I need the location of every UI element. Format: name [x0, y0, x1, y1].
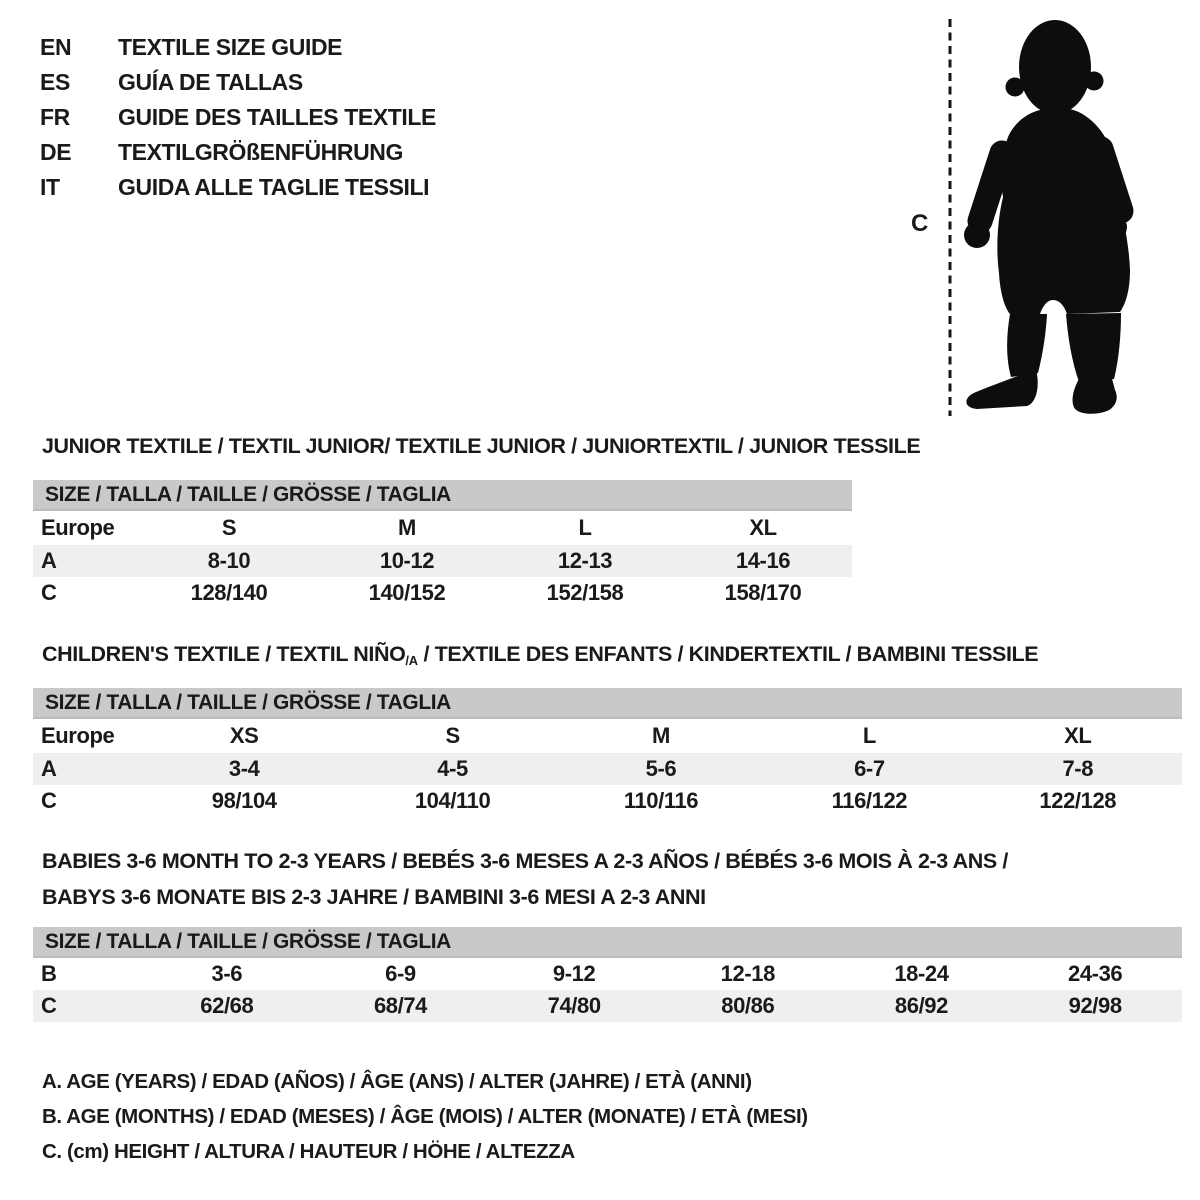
height-cell: 62/68	[140, 990, 314, 1022]
lang-code: FR	[40, 104, 70, 130]
lang-title: TEXTILGRÖßENFÜHRUNG	[118, 139, 403, 165]
section-title-children	[42, 642, 1038, 667]
baby-silhouette-icon	[900, 15, 1145, 420]
age-cell: 6-9	[385, 961, 416, 986]
age-cell: 5-6	[557, 753, 765, 785]
height-cell: 86/92	[835, 990, 1009, 1022]
table-row	[33, 785, 1182, 817]
table-row	[33, 990, 1182, 1022]
age-cell: 4-5	[348, 753, 556, 785]
age-cell: 3-4	[140, 753, 348, 785]
height-measure-label: C	[911, 210, 928, 237]
size-cell: XL	[749, 515, 777, 540]
age-cell: 18-24	[894, 961, 949, 986]
table-row	[33, 753, 1182, 785]
age-cell: 14-16	[674, 545, 852, 577]
row-label: C	[41, 580, 57, 605]
lang-title: GUIDE DES TAILLES TEXTILE	[118, 104, 436, 130]
age-cell: 12-18	[720, 961, 775, 986]
size-cell: L	[578, 515, 592, 540]
age-cell: 6-7	[765, 753, 973, 785]
junior-size-table	[33, 480, 852, 609]
height-cell: 122/128	[1039, 788, 1117, 813]
size-cell: XL	[1064, 723, 1092, 748]
size-cell: L	[862, 723, 876, 748]
lang-code: EN	[40, 34, 72, 60]
lang-row-fr	[40, 100, 436, 135]
title-text: CHILDREN'S TEXTILE / TEXTIL NIÑO	[42, 642, 406, 666]
age-cell: 8-10	[140, 545, 318, 577]
age-cell: 9-12	[552, 961, 596, 986]
age-cell: 7-8	[974, 753, 1182, 785]
size-cell: XS	[229, 723, 259, 748]
lang-row-es	[40, 65, 436, 100]
section-title-babies	[42, 843, 1008, 915]
lang-row-it	[40, 170, 436, 205]
height-cell: 74/80	[487, 990, 661, 1022]
age-cell: 3-6	[211, 961, 243, 986]
title-subscript: /A	[405, 652, 418, 668]
size-cell: M	[398, 515, 416, 540]
height-cell: 104/110	[414, 788, 491, 813]
row-label: Europe	[41, 515, 115, 540]
size-header-label: SIZE / TALLA / TAILLE / GRÖSSE / TAGLIA	[33, 927, 1182, 957]
lang-code: IT	[40, 174, 60, 200]
language-list	[40, 30, 436, 205]
table-row	[33, 957, 1182, 990]
row-label: Europe	[41, 723, 115, 748]
height-cell: 92/98	[1008, 990, 1182, 1022]
lang-title: GUIDA ALLE TAGLIE TESSILI	[118, 174, 430, 200]
size-cell: M	[652, 723, 670, 748]
height-cell: 68/74	[314, 990, 488, 1022]
table-row	[33, 510, 852, 545]
row-label: B	[41, 961, 57, 986]
lang-code: ES	[40, 69, 70, 95]
size-cell: S	[221, 515, 237, 540]
babies-title-line1: BABIES 3-6 MONTH TO 2-3 YEARS / BEBÉS 3-6 MESES A 2-3 AÑOS / BÉBÉS 3-6 MOIS À 2-3 ANS /	[42, 849, 1008, 873]
title-text: / TEXTILE DES ENFANTS / KINDERTEXTIL / BAMBINI TESSILE	[417, 642, 1039, 666]
table-row	[33, 718, 1182, 753]
height-cell: 98/104	[211, 788, 277, 813]
legend-line-c: C. (cm) HEIGHT / ALTURA / HAUTEUR / HÖHE / ALTEZZA	[42, 1140, 575, 1163]
height-cell: 158/170	[724, 580, 802, 605]
size-header-bar	[33, 480, 852, 510]
legend	[42, 1064, 808, 1169]
babies-size-table	[33, 927, 1182, 1022]
children-size-table	[33, 688, 1182, 817]
size-header-label: SIZE / TALLA / TAILLE / GRÖSSE / TAGLIA	[33, 688, 1182, 718]
row-label: C	[41, 788, 57, 813]
height-cell: 152/158	[546, 580, 624, 605]
babies-title-line2: BABYS 3-6 MONATE BIS 2-3 JAHRE / BAMBINI 3-6 MESI A 2-3 ANNI	[42, 885, 706, 909]
size-header-bar	[33, 927, 1182, 957]
height-cell: 80/86	[661, 990, 835, 1022]
table-row	[33, 545, 852, 577]
baby-silhouette-shape	[964, 20, 1130, 414]
row-label: A	[33, 753, 140, 785]
lang-code: DE	[40, 139, 72, 165]
legend-line-a: A. AGE (YEARS) / EDAD (AÑOS) / ÂGE (ANS) / ALTER (JAHRE) / ETÀ (ANNI)	[42, 1070, 752, 1093]
row-label: A	[33, 545, 140, 577]
size-header-label: SIZE / TALLA / TAILLE / GRÖSSE / TAGLIA	[33, 480, 852, 510]
age-cell: 24-36	[1068, 961, 1123, 986]
height-cell: 116/122	[831, 788, 908, 813]
lang-title: GUÍA DE TALLAS	[118, 69, 303, 95]
height-cell: 140/152	[368, 580, 446, 605]
size-header-bar	[33, 688, 1182, 718]
legend-line-b: B. AGE (MONTHS) / EDAD (MESES) / ÂGE (MOIS) / ALTER (MONATE) / ETÀ (MESI)	[42, 1105, 808, 1128]
row-label: C	[33, 990, 140, 1022]
height-cell: 110/116	[623, 788, 699, 813]
lang-row-en	[40, 30, 436, 65]
lang-row-de	[40, 135, 436, 170]
section-title-junior: JUNIOR TEXTILE / TEXTIL JUNIOR/ TEXTILE JUNIOR / JUNIORTEXTIL / JUNIOR TESSILE	[42, 434, 921, 458]
lang-title: TEXTILE SIZE GUIDE	[118, 34, 343, 60]
size-cell: S	[445, 723, 460, 748]
age-cell: 10-12	[318, 545, 496, 577]
age-cell: 12-13	[496, 545, 674, 577]
table-row	[33, 577, 852, 609]
height-cell: 128/140	[190, 580, 268, 605]
